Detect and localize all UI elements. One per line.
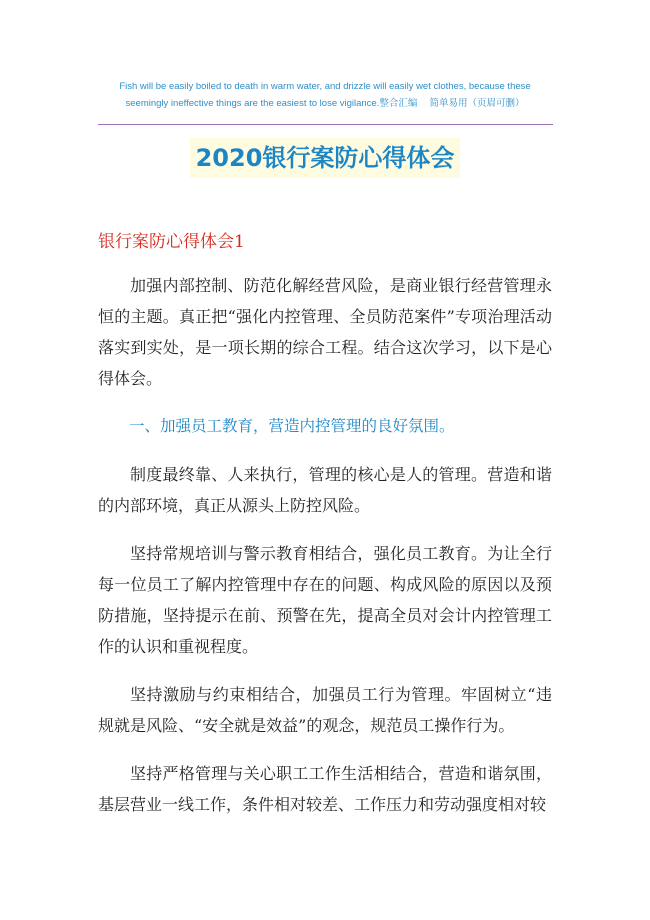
paragraph-5: 坚持严格管理与关心职工工作生活相结合，营造和谐氛围，基层营业一线工作，条件相对较差、工作压力和劳动强度相对较 [98, 764, 552, 814]
section-title: 银行案防心得体会1 [98, 232, 245, 252]
page-header [100, 78, 550, 112]
subheading-1: 一、加强员工教育，营造内控管理的良好氛围。 [129, 417, 455, 435]
header-divider [98, 124, 553, 125]
header-english-quote: Fish will be easily boiled to death in warm water, and drizzle will easily wet clothes, because these seemingly ineffective things are the easiest to lose vigilance. [119, 81, 531, 109]
header-chinese-note: 整合汇编 简单易用（页眉可删） [379, 98, 525, 109]
paragraph-4: 坚持激励与约束相结合，加强员工行为管理。牢固树立“违规就是风险、“安全就是效益”的观念，规范员工操作行为。 [98, 685, 552, 735]
title-container [0, 138, 650, 178]
document-title: 2020银行案防心得体会 [190, 138, 461, 178]
paragraph-2: 制度最终靠、人来执行，管理的核心是人的管理。营造和谐的内部环境，真正从源头上防控风险。 [98, 465, 552, 515]
paragraph-3: 坚持常规培训与警示教育相结合，强化员工教育。为让全行每一位员工了解内控管理中存在的问题、构成风险的原因以及预防措施，坚持提示在前、预警在先，提高全员对会计内控管理工作的认识和重视程度。 [98, 544, 552, 656]
document-body [98, 270, 552, 837]
paragraph-intro: 加强内部控制、防范化解经营风险，是商业银行经营管理永恒的主题。真正把“强化内控管理、全员防范案件”专项治理活动落实到实处，是一项长期的综合工程。结合这次学习，以下是心得体会。 [98, 276, 552, 388]
